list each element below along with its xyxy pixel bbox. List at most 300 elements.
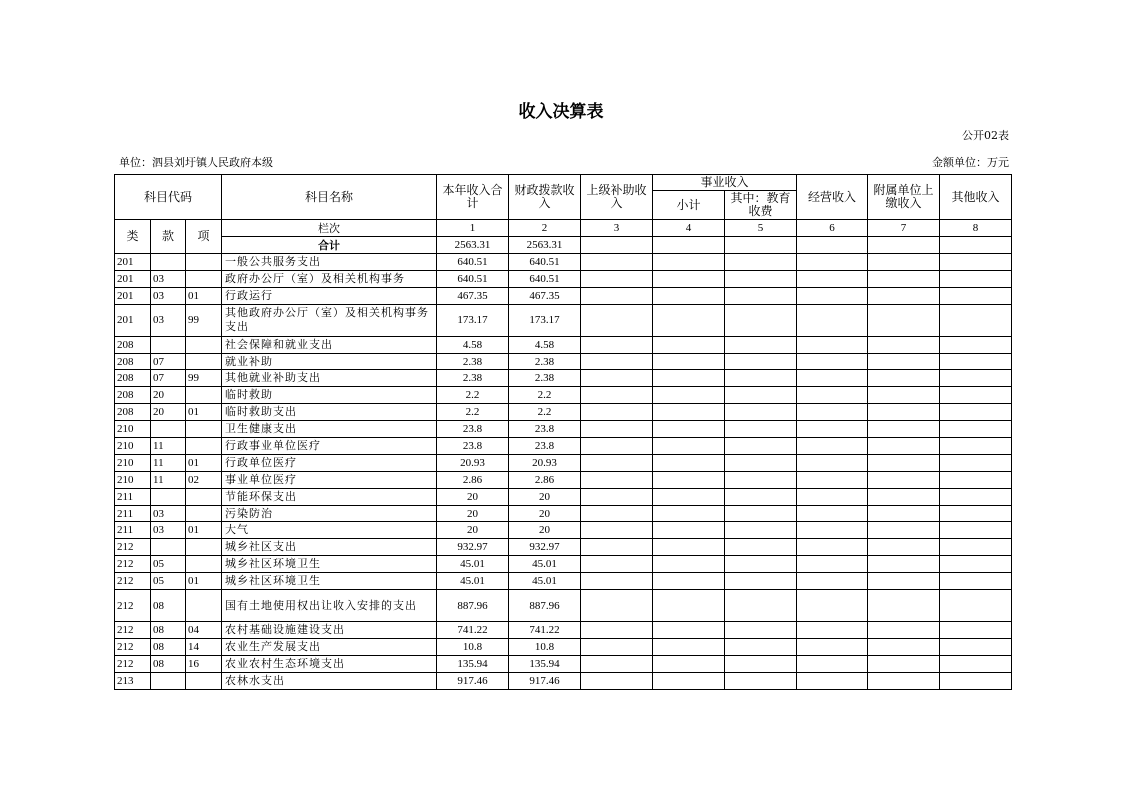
table-row bbox=[115, 556, 1012, 573]
row-empty-cell bbox=[868, 454, 940, 471]
row-empty-cell bbox=[725, 622, 797, 639]
row-empty-cell bbox=[581, 638, 653, 655]
row-lei: 201 bbox=[115, 287, 151, 304]
row-empty-cell bbox=[940, 539, 1012, 556]
table-row bbox=[115, 590, 1012, 622]
row-empty-cell bbox=[653, 421, 725, 438]
row-kuan: 20 bbox=[151, 387, 186, 404]
row-name: 行政单位医疗 bbox=[222, 454, 437, 471]
row-xiang bbox=[186, 336, 222, 353]
table-row bbox=[115, 287, 1012, 304]
row-empty-cell bbox=[581, 254, 653, 271]
row-empty-cell bbox=[581, 672, 653, 689]
row-xiang bbox=[186, 488, 222, 505]
row-empty-cell bbox=[725, 556, 797, 573]
row-xiang bbox=[186, 590, 222, 622]
row-empty-cell bbox=[581, 556, 653, 573]
row-empty-cell bbox=[940, 590, 1012, 622]
table-row bbox=[115, 370, 1012, 387]
row-kuan: 08 bbox=[151, 655, 186, 672]
table-row bbox=[115, 270, 1012, 287]
row-xiang: 01 bbox=[186, 522, 222, 539]
row-empty-cell bbox=[797, 404, 868, 421]
row-empty-cell bbox=[653, 638, 725, 655]
row-empty-cell bbox=[653, 471, 725, 488]
income-table bbox=[114, 174, 1012, 690]
row-lei: 212 bbox=[115, 556, 151, 573]
row-empty-cell bbox=[725, 488, 797, 505]
column-index: 4 bbox=[653, 220, 725, 237]
row-empty-cell bbox=[725, 304, 797, 336]
header-subject-code: 科目代码 bbox=[115, 175, 222, 220]
table-row bbox=[115, 655, 1012, 672]
row-fiscal: 2.38 bbox=[509, 370, 581, 387]
row-empty-cell bbox=[940, 556, 1012, 573]
row-empty-cell bbox=[797, 471, 868, 488]
row-year-total: 135.94 bbox=[437, 655, 509, 672]
row-empty-cell bbox=[868, 353, 940, 370]
table-row bbox=[115, 522, 1012, 539]
row-empty-cell bbox=[797, 336, 868, 353]
row-name: 农业农村生态环境支出 bbox=[222, 655, 437, 672]
row-fiscal: 887.96 bbox=[509, 590, 581, 622]
row-fiscal: 10.8 bbox=[509, 638, 581, 655]
column-index: 2 bbox=[509, 220, 581, 237]
row-empty-cell bbox=[940, 421, 1012, 438]
row-empty-cell bbox=[653, 522, 725, 539]
row-lei: 211 bbox=[115, 488, 151, 505]
row-fiscal: 23.8 bbox=[509, 421, 581, 438]
row-empty-cell bbox=[581, 655, 653, 672]
row-lei: 208 bbox=[115, 370, 151, 387]
row-empty-cell bbox=[581, 270, 653, 287]
row-empty-cell bbox=[868, 622, 940, 639]
header-edu-fee: 其中：教育收费 bbox=[725, 191, 797, 220]
row-lei: 211 bbox=[115, 522, 151, 539]
row-empty-cell bbox=[940, 353, 1012, 370]
row-fiscal: 45.01 bbox=[509, 556, 581, 573]
row-fiscal: 135.94 bbox=[509, 655, 581, 672]
row-name: 行政事业单位医疗 bbox=[222, 438, 437, 455]
row-empty-cell bbox=[940, 454, 1012, 471]
row-empty-cell bbox=[797, 672, 868, 689]
row-fiscal: 2.38 bbox=[509, 353, 581, 370]
row-empty-cell bbox=[653, 287, 725, 304]
row-empty-cell bbox=[725, 638, 797, 655]
row-empty-cell bbox=[653, 304, 725, 336]
column-index: 3 bbox=[581, 220, 653, 237]
row-empty-cell bbox=[940, 404, 1012, 421]
table-code: 公开02表 bbox=[962, 129, 1009, 142]
row-empty-cell bbox=[797, 590, 868, 622]
row-year-total: 467.35 bbox=[437, 287, 509, 304]
header-operating: 经营收入 bbox=[797, 175, 868, 220]
row-year-total: 2.2 bbox=[437, 387, 509, 404]
row-xiang bbox=[186, 556, 222, 573]
row-kuan: 03 bbox=[151, 522, 186, 539]
row-empty-cell bbox=[940, 655, 1012, 672]
row-empty-cell bbox=[868, 638, 940, 655]
row-empty-cell bbox=[868, 370, 940, 387]
table-row bbox=[115, 404, 1012, 421]
row-empty-cell bbox=[797, 454, 868, 471]
header-other: 其他收入 bbox=[940, 175, 1012, 220]
row-empty-cell bbox=[940, 387, 1012, 404]
row-name: 临时救助支出 bbox=[222, 404, 437, 421]
row-empty-cell bbox=[725, 471, 797, 488]
row-empty-cell bbox=[868, 539, 940, 556]
row-name: 农村基础设施建设支出 bbox=[222, 622, 437, 639]
row-kuan: 20 bbox=[151, 404, 186, 421]
row-empty-cell bbox=[725, 254, 797, 271]
row-lei: 201 bbox=[115, 270, 151, 287]
row-empty-cell bbox=[725, 672, 797, 689]
row-xiang bbox=[186, 254, 222, 271]
row-lei: 208 bbox=[115, 336, 151, 353]
table-row bbox=[115, 488, 1012, 505]
row-empty-cell bbox=[797, 505, 868, 522]
row-kuan: 08 bbox=[151, 622, 186, 639]
row-fiscal: 20 bbox=[509, 505, 581, 522]
row-lei: 208 bbox=[115, 387, 151, 404]
row-empty-cell bbox=[725, 454, 797, 471]
row-name: 城乡社区环境卫生 bbox=[222, 573, 437, 590]
row-name: 就业补助 bbox=[222, 353, 437, 370]
row-fiscal: 2.2 bbox=[509, 404, 581, 421]
row-lei: 201 bbox=[115, 254, 151, 271]
row-xiang bbox=[186, 539, 222, 556]
header-xiang: 项 bbox=[186, 220, 222, 254]
table-row bbox=[115, 622, 1012, 639]
row-empty-cell bbox=[653, 370, 725, 387]
row-empty-cell bbox=[725, 336, 797, 353]
row-year-total: 640.51 bbox=[437, 254, 509, 271]
table-row bbox=[115, 471, 1012, 488]
row-fiscal: 173.17 bbox=[509, 304, 581, 336]
row-fiscal: 20 bbox=[509, 522, 581, 539]
row-fiscal: 932.97 bbox=[509, 539, 581, 556]
table-row bbox=[115, 454, 1012, 471]
column-index-label: 栏次 bbox=[222, 220, 437, 237]
row-xiang: 99 bbox=[186, 370, 222, 387]
row-empty-cell bbox=[581, 387, 653, 404]
row-kuan bbox=[151, 539, 186, 556]
row-name: 一般公共服务支出 bbox=[222, 254, 437, 271]
row-empty-cell bbox=[868, 421, 940, 438]
row-empty-cell bbox=[868, 304, 940, 336]
row-empty-cell bbox=[725, 370, 797, 387]
row-empty-cell bbox=[797, 522, 868, 539]
row-empty-cell bbox=[581, 590, 653, 622]
row-fiscal: 2.2 bbox=[509, 387, 581, 404]
row-empty-cell bbox=[581, 522, 653, 539]
row-empty-cell bbox=[868, 573, 940, 590]
row-empty-cell bbox=[653, 353, 725, 370]
row-empty-cell bbox=[725, 421, 797, 438]
row-kuan bbox=[151, 488, 186, 505]
row-kuan: 11 bbox=[151, 438, 186, 455]
row-empty-cell bbox=[581, 539, 653, 556]
table-row bbox=[115, 387, 1012, 404]
row-year-total: 741.22 bbox=[437, 622, 509, 639]
row-empty-cell bbox=[868, 505, 940, 522]
row-name: 节能环保支出 bbox=[222, 488, 437, 505]
row-empty-cell bbox=[725, 573, 797, 590]
row-empty-cell bbox=[797, 421, 868, 438]
row-name: 农林水支出 bbox=[222, 672, 437, 689]
row-empty-cell bbox=[797, 573, 868, 590]
total-year: 2563.31 bbox=[437, 237, 509, 254]
row-kuan: 08 bbox=[151, 590, 186, 622]
row-empty-cell bbox=[797, 304, 868, 336]
row-empty-cell bbox=[940, 573, 1012, 590]
row-empty-cell bbox=[653, 387, 725, 404]
row-empty-cell bbox=[868, 590, 940, 622]
row-empty-cell bbox=[725, 590, 797, 622]
row-empty-cell bbox=[868, 655, 940, 672]
row-empty-cell bbox=[940, 471, 1012, 488]
row-empty-cell bbox=[797, 638, 868, 655]
row-fiscal: 20.93 bbox=[509, 454, 581, 471]
row-empty-cell bbox=[797, 556, 868, 573]
row-name: 卫生健康支出 bbox=[222, 421, 437, 438]
row-kuan: 05 bbox=[151, 556, 186, 573]
row-lei: 213 bbox=[115, 672, 151, 689]
row-name: 政府办公厅（室）及相关机构事务 bbox=[222, 270, 437, 287]
row-year-total: 917.46 bbox=[437, 672, 509, 689]
row-empty-cell bbox=[868, 254, 940, 271]
row-empty-cell bbox=[940, 304, 1012, 336]
row-lei: 210 bbox=[115, 421, 151, 438]
row-empty-cell bbox=[940, 672, 1012, 689]
row-kuan: 07 bbox=[151, 370, 186, 387]
row-empty-cell bbox=[725, 387, 797, 404]
row-year-total: 10.8 bbox=[437, 638, 509, 655]
row-lei: 212 bbox=[115, 622, 151, 639]
row-empty-cell bbox=[581, 353, 653, 370]
row-fiscal: 640.51 bbox=[509, 270, 581, 287]
row-year-total: 2.38 bbox=[437, 353, 509, 370]
row-empty-cell bbox=[725, 505, 797, 522]
row-empty-cell bbox=[581, 370, 653, 387]
row-empty-cell bbox=[797, 387, 868, 404]
column-index: 5 bbox=[725, 220, 797, 237]
row-empty-cell bbox=[940, 270, 1012, 287]
row-empty-cell bbox=[581, 573, 653, 590]
row-empty-cell bbox=[581, 336, 653, 353]
row-xiang: 04 bbox=[186, 622, 222, 639]
row-kuan: 08 bbox=[151, 638, 186, 655]
row-empty-cell bbox=[940, 522, 1012, 539]
row-xiang bbox=[186, 505, 222, 522]
header-business: 事业收入 bbox=[653, 175, 797, 191]
row-name: 农业生产发展支出 bbox=[222, 638, 437, 655]
row-lei: 212 bbox=[115, 539, 151, 556]
row-name: 国有土地使用权出让收入安排的支出 bbox=[222, 590, 437, 622]
row-empty-cell bbox=[940, 638, 1012, 655]
row-empty-cell bbox=[868, 488, 940, 505]
row-empty-cell bbox=[581, 505, 653, 522]
row-empty-cell bbox=[940, 488, 1012, 505]
row-empty-cell bbox=[725, 287, 797, 304]
header-kuan: 款 bbox=[151, 220, 186, 254]
row-empty-cell bbox=[653, 488, 725, 505]
row-empty-cell bbox=[940, 254, 1012, 271]
row-year-total: 4.58 bbox=[437, 336, 509, 353]
row-kuan: 11 bbox=[151, 471, 186, 488]
row-year-total: 640.51 bbox=[437, 270, 509, 287]
table-row bbox=[115, 638, 1012, 655]
row-empty-cell bbox=[725, 404, 797, 421]
row-empty-cell bbox=[868, 556, 940, 573]
row-empty-cell bbox=[653, 622, 725, 639]
row-xiang: 01 bbox=[186, 287, 222, 304]
row-xiang: 16 bbox=[186, 655, 222, 672]
row-empty-cell bbox=[868, 672, 940, 689]
row-fiscal: 4.58 bbox=[509, 336, 581, 353]
row-empty-cell bbox=[581, 488, 653, 505]
row-empty-cell bbox=[581, 304, 653, 336]
row-year-total: 23.8 bbox=[437, 438, 509, 455]
row-xiang: 01 bbox=[186, 454, 222, 471]
row-empty-cell bbox=[797, 655, 868, 672]
row-lei: 212 bbox=[115, 655, 151, 672]
row-name: 社会保障和就业支出 bbox=[222, 336, 437, 353]
row-lei: 208 bbox=[115, 404, 151, 421]
row-lei: 211 bbox=[115, 505, 151, 522]
row-lei: 201 bbox=[115, 304, 151, 336]
row-kuan: 03 bbox=[151, 287, 186, 304]
row-empty-cell bbox=[797, 270, 868, 287]
row-empty-cell bbox=[868, 270, 940, 287]
row-lei: 208 bbox=[115, 353, 151, 370]
unit-label: 单位：泗县刘圩镇人民政府本级 bbox=[119, 156, 273, 169]
row-lei: 212 bbox=[115, 638, 151, 655]
row-empty-cell bbox=[940, 336, 1012, 353]
row-lei: 210 bbox=[115, 438, 151, 455]
row-lei: 210 bbox=[115, 454, 151, 471]
row-empty-cell bbox=[653, 590, 725, 622]
row-empty-cell bbox=[653, 438, 725, 455]
row-fiscal: 467.35 bbox=[509, 287, 581, 304]
column-index: 7 bbox=[868, 220, 940, 237]
row-empty-cell bbox=[725, 539, 797, 556]
row-empty-cell bbox=[797, 287, 868, 304]
row-empty-cell bbox=[653, 270, 725, 287]
row-empty-cell bbox=[868, 471, 940, 488]
row-year-total: 20.93 bbox=[437, 454, 509, 471]
row-fiscal: 23.8 bbox=[509, 438, 581, 455]
row-kuan bbox=[151, 254, 186, 271]
table-row bbox=[115, 539, 1012, 556]
row-kuan bbox=[151, 672, 186, 689]
row-year-total: 20 bbox=[437, 505, 509, 522]
row-xiang bbox=[186, 353, 222, 370]
row-empty-cell bbox=[868, 404, 940, 421]
row-empty-cell bbox=[581, 404, 653, 421]
table-row bbox=[115, 573, 1012, 590]
row-kuan: 05 bbox=[151, 573, 186, 590]
row-fiscal: 917.46 bbox=[509, 672, 581, 689]
row-xiang: 14 bbox=[186, 638, 222, 655]
row-name: 大气 bbox=[222, 522, 437, 539]
row-empty-cell bbox=[940, 287, 1012, 304]
header-year-total: 本年收入合计 bbox=[437, 175, 509, 220]
row-kuan bbox=[151, 336, 186, 353]
table-row bbox=[115, 438, 1012, 455]
row-fiscal: 2.86 bbox=[509, 471, 581, 488]
row-fiscal: 45.01 bbox=[509, 573, 581, 590]
column-index: 8 bbox=[940, 220, 1012, 237]
row-empty-cell bbox=[868, 336, 940, 353]
page-title: 收入决算表 bbox=[518, 102, 604, 122]
row-kuan: 03 bbox=[151, 270, 186, 287]
row-empty-cell bbox=[653, 556, 725, 573]
row-kuan: 03 bbox=[151, 505, 186, 522]
table-row bbox=[115, 505, 1012, 522]
row-kuan: 07 bbox=[151, 353, 186, 370]
row-fiscal: 20 bbox=[509, 488, 581, 505]
row-empty-cell bbox=[797, 353, 868, 370]
header-subtotal: 小计 bbox=[653, 191, 725, 220]
row-empty-cell bbox=[653, 539, 725, 556]
row-empty-cell bbox=[868, 438, 940, 455]
row-empty-cell bbox=[653, 454, 725, 471]
row-empty-cell bbox=[868, 287, 940, 304]
row-fiscal: 640.51 bbox=[509, 254, 581, 271]
row-name: 城乡社区环境卫生 bbox=[222, 556, 437, 573]
row-empty-cell bbox=[940, 622, 1012, 639]
row-empty-cell bbox=[797, 370, 868, 387]
row-year-total: 2.86 bbox=[437, 471, 509, 488]
row-year-total: 887.96 bbox=[437, 590, 509, 622]
header-subject-name: 科目名称 bbox=[222, 175, 437, 220]
row-xiang: 01 bbox=[186, 404, 222, 421]
row-empty-cell bbox=[797, 254, 868, 271]
row-empty-cell bbox=[725, 522, 797, 539]
row-empty-cell bbox=[797, 438, 868, 455]
row-lei: 212 bbox=[115, 573, 151, 590]
row-name: 行政运行 bbox=[222, 287, 437, 304]
total-fiscal: 2563.31 bbox=[509, 237, 581, 254]
row-empty-cell bbox=[725, 353, 797, 370]
row-name: 其他就业补助支出 bbox=[222, 370, 437, 387]
header-lei: 类 bbox=[115, 220, 151, 254]
column-index: 1 bbox=[437, 220, 509, 237]
row-empty-cell bbox=[581, 471, 653, 488]
row-empty-cell bbox=[581, 421, 653, 438]
row-xiang: 02 bbox=[186, 471, 222, 488]
row-empty-cell bbox=[653, 505, 725, 522]
row-lei: 212 bbox=[115, 590, 151, 622]
row-empty-cell bbox=[725, 438, 797, 455]
money-unit: 金额单位：万元 bbox=[932, 156, 1009, 169]
row-kuan: 11 bbox=[151, 454, 186, 471]
row-empty-cell bbox=[653, 573, 725, 590]
row-empty-cell bbox=[725, 270, 797, 287]
row-xiang bbox=[186, 387, 222, 404]
row-year-total: 23.8 bbox=[437, 421, 509, 438]
row-fiscal: 741.22 bbox=[509, 622, 581, 639]
column-index: 6 bbox=[797, 220, 868, 237]
row-name: 污染防治 bbox=[222, 505, 437, 522]
row-empty-cell bbox=[653, 254, 725, 271]
row-empty-cell bbox=[940, 505, 1012, 522]
row-empty-cell bbox=[653, 336, 725, 353]
row-year-total: 45.01 bbox=[437, 573, 509, 590]
row-empty-cell bbox=[797, 488, 868, 505]
row-empty-cell bbox=[653, 655, 725, 672]
